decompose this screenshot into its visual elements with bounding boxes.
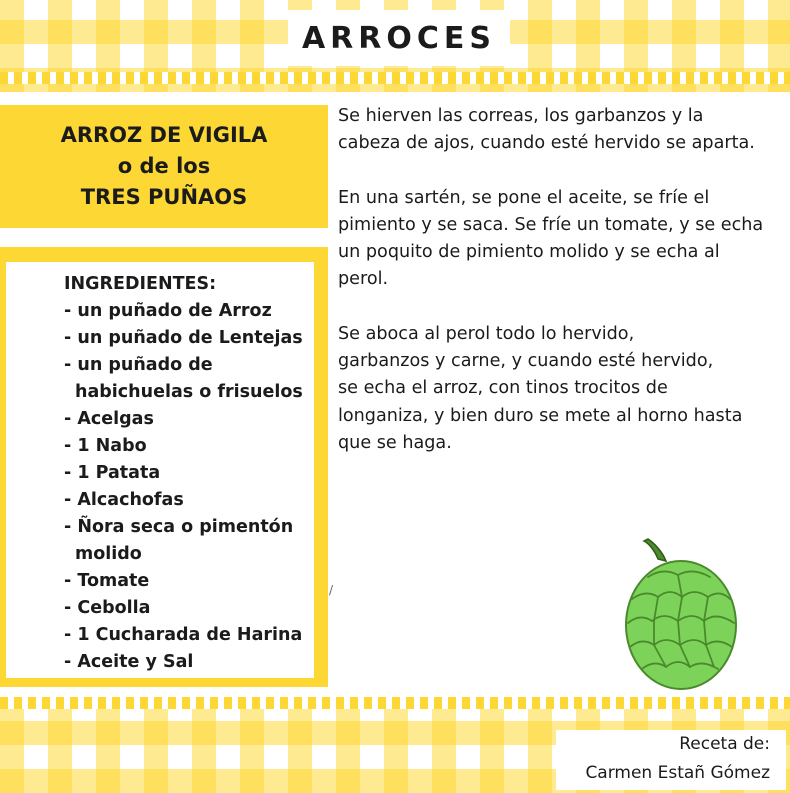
ingredient-item-continued: molido: [75, 544, 142, 564]
ingredient-item: - Acelgas: [64, 409, 154, 429]
credit-label: Receta de:: [679, 734, 770, 754]
instruction-line: longaniza, y bien duro se mete al horno hasta: [338, 405, 743, 426]
ingredient-item: - un puñado de Arroz: [64, 301, 272, 321]
ingredients-panel: [0, 247, 328, 687]
ingredient-item: - 1 Cucharada de Harina: [64, 625, 303, 645]
ingredient-item: - Tomate: [64, 571, 150, 591]
bottom-band-fringe: [0, 697, 790, 709]
ingredient-item: - Aceite y Sal: [64, 652, 194, 672]
ingredient-item: - un puñado de Lentejas: [64, 328, 303, 348]
ingredient-item: - 1 Patata: [64, 463, 161, 483]
artichoke-icon: [618, 537, 743, 695]
instruction-line: Se hierven las correas, los garbanzos y la: [338, 106, 704, 126]
instruction-line: pimiento y se saca. Se fríe un tomate, y se echa: [338, 214, 764, 235]
instruction-line: garbanzos y carne, y cuando esté hervido,: [338, 351, 714, 372]
instruction-line: que se haga.: [338, 432, 452, 453]
instruction-line: Se aboca al perol todo lo hervido,: [338, 323, 635, 344]
header-title-box: [288, 10, 510, 66]
ingredient-item: - un puñado de: [64, 355, 213, 375]
ingredient-item: - Ñora seca o pimentón: [64, 517, 294, 537]
instruction-line: se echa el arroz, con tinos trocitos de: [338, 378, 668, 399]
instruction-paragraph: [338, 321, 788, 457]
instruction-line: En una sartén, se pone el aceite, se fríe el: [338, 187, 710, 208]
top-band-fringe: [0, 72, 790, 84]
credit-author: Carmen Estañ Gómez: [585, 763, 770, 783]
ingredients-heading: INGREDIENTES:: [64, 274, 217, 294]
instruction-line: cabeza de ajos, cuando esté hervido se aparta.: [338, 133, 755, 154]
ingredient-item: - Cebolla: [64, 598, 151, 618]
recipe-title-line: ARROZ DE VIGILA: [60, 123, 268, 147]
ingredients-list: [64, 298, 314, 676]
credit-box: [556, 730, 786, 790]
recipe-title-line: TRES PUÑAOS: [80, 185, 248, 209]
ingredients-card: [4, 260, 316, 680]
recipe-title-box: [0, 105, 328, 228]
stray-mark: /: [329, 583, 334, 597]
page-title: ARROCES: [301, 20, 497, 56]
instructions: [338, 103, 788, 484]
instruction-line: perol.: [338, 269, 389, 290]
recipe-title-line: o de los: [117, 154, 211, 178]
instruction-paragraph: [338, 103, 788, 158]
instruction-line: un poquito de pimiento molido y se echa al: [338, 242, 720, 263]
instruction-paragraph: [338, 185, 788, 294]
ingredient-item-continued: habichuelas o frisuelos: [75, 382, 303, 402]
ingredient-item: - Alcachofas: [64, 490, 184, 510]
ingredient-item: - 1 Nabo: [64, 436, 147, 456]
